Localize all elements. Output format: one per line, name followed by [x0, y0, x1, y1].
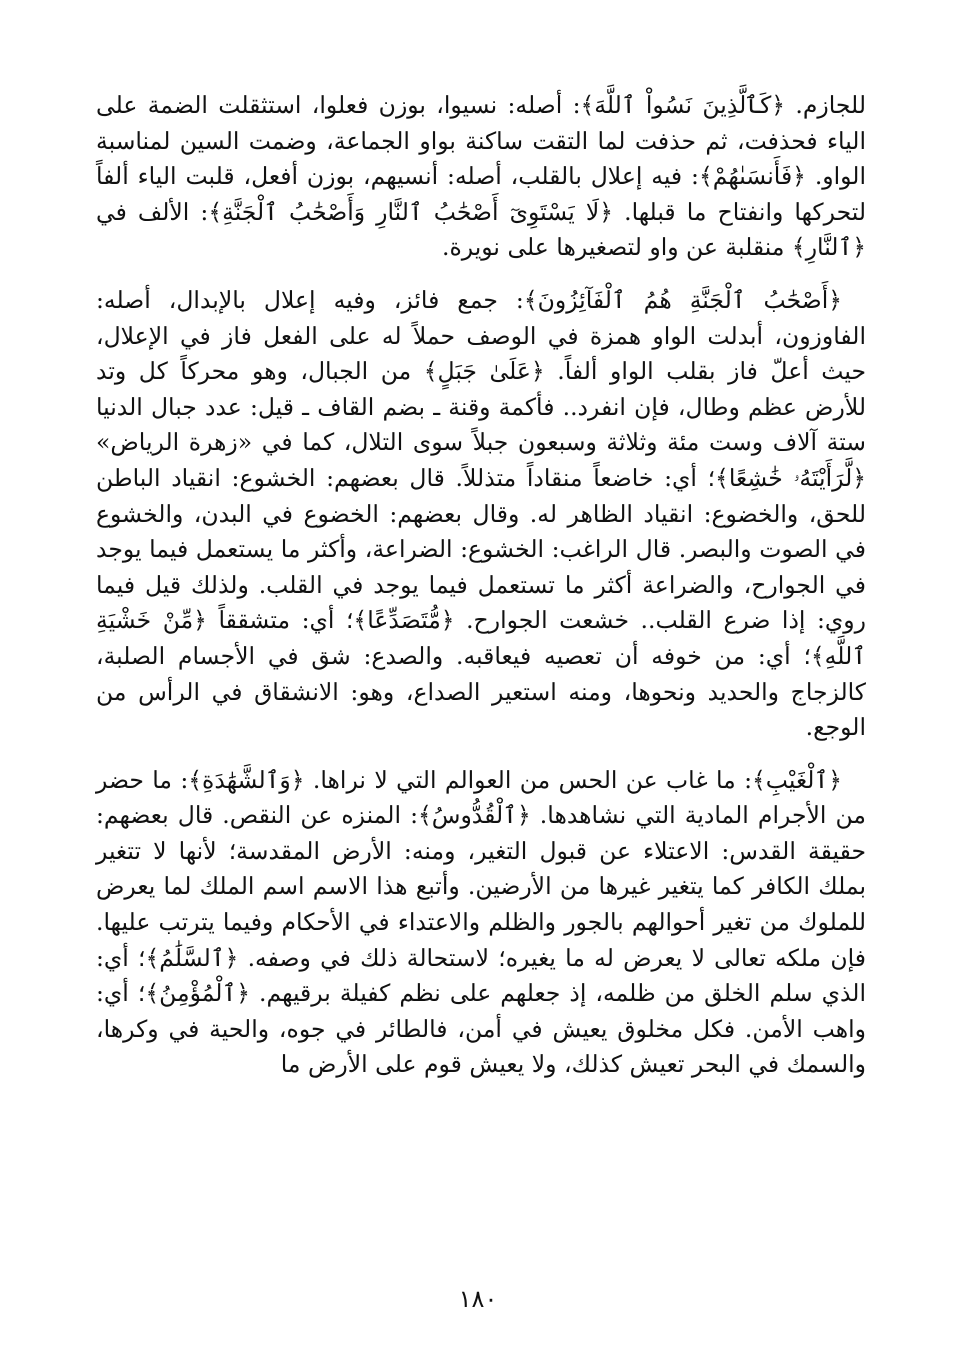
- paragraph-1: للجازم. ﴿كَٱلَّذِينَ نَسُواْ ٱللَّهَ﴾: أصله: نسيوا، بوزن فعلوا، استثقلت الضمة على الياء فحذفت، ثم حذفت لما التقت ساكنة بواو الجماعة، وضمت السين لمناسبة الواو. ﴿فَأَنسَىٰهُمْ﴾: فيه إعلال بالقلب، أصله: أنسيهم، بوزن أفعل، قلبت الياء ألفاً لتحركها وانفتاح ما قبلها. ﴿لَا يَسْتَوِىٓ أَصْحَٰبُ ٱلنَّارِ وَأَصْحَٰبُ ٱلْجَنَّةِ﴾: الألف في ﴿ٱلنَّارِ﴾ منقلبة عن واو لتصغيرها على نويرة.: [96, 91, 866, 262]
- paragraph-2: ﴿أَصْحَٰبُ ٱلْجَنَّةِ هُمُ ٱلْفَآئِزُونَ﴾: جمع فائز، وفيه إعلال بالإبدال، أصله: الفاوزون، أبدلت الواو همزة في الوصف حملاً له على الفعل فاز في الإعلال، حيث أعلّ فاز بقلب الواو ألفاً. ﴿عَلَىٰ جَبَلٍ﴾ من الجبال، وهو محركاً كل وتد للأرض عظم وطال، فإن انفرد.. فأكمة وقنة ـ بضم القاف ـ قيل: عدد جبال الدنيا ستة آلاف وست مئة وثلاثة وسبعون جبلاً سوى التلال، كما في «زهرة الرياض» ﴿لَّرَأَيْتَهُۥ خَٰشِعًا﴾؛ أي: خاضعاً منقاداً متذللاً. قال بعضهم: الخشوع: انقياد الباطن للحق، والخضوع: انقياد الظاهر له. وقال بعضهم: الخضوع في البدن، والخشوع في الصوت والبصر. قال الراغب: الخشوع: الضراعة، وأكثر ما يستعمل فيما يوجد في الجوارح، والضراعة أكثر ما تستعمل فيما يوجد في القلب. ولذلك قيل فيما روي: إذا ضرع القلب.. خشعت الجوارح. ﴿مُّتَصَدِّعًا﴾؛ أي: متشققاً ﴿مِّنْ خَشْيَةِ ٱللَّهِ﴾؛ أي: من خوفه أن تعصيه فيعاقبه. والصدع: شق في الأجسام الصلبة، كالزجاج والحديد ونحوها، ومنه استعير الصداع، وهو: الانشقاق في الرأس من الوجع.: [96, 285, 866, 742]
- page-body: [96, 88, 866, 1083]
- paragraph-3: ﴿ٱلْغَيْبِ﴾: ما غاب عن الحس من العوالم التي لا نراها. ﴿وَٱلشَّهَٰدَةِ﴾: ما حضر من الأجرام المادية التي نشاهدها. ﴿ٱلْقُدُّوسُ﴾: المنزه عن النقص. قال بعضهم: حقيقة القدس: الاعتلاء عن قبول التغير، ومنه: الأرض المقدسة؛ لأنها لا تتغير بملك الكافر كما يتغير غيرها من الأرضين. وأتبع هذا الاسم اسم الملك لما يعرض للملوك من تغير أحوالهم بالجور والظلم والاعتداء في الأحكام وفيما يترتب عليها. فإن ملكه تعالى لا يعرض له ما يغيره؛ لاستحالة ذلك في وصفه. ﴿ٱلسَّلَٰمُ﴾؛ أي: الذي سلم الخلق من ظلمه، إذ جعلهم على نظم كفيلة برقيهم. ﴿ٱلْمُؤْمِنُ﴾؛ أي: واهب الأمن. فكل مخلوق يعيش في أمن، فالطائر في جوه، والحية في وكرها، والسمك في البحر تعيش كذلك، ولا يعيش قوم على الأرض ما: [96, 765, 866, 1079]
- page-number: ١٨٠: [458, 1285, 498, 1313]
